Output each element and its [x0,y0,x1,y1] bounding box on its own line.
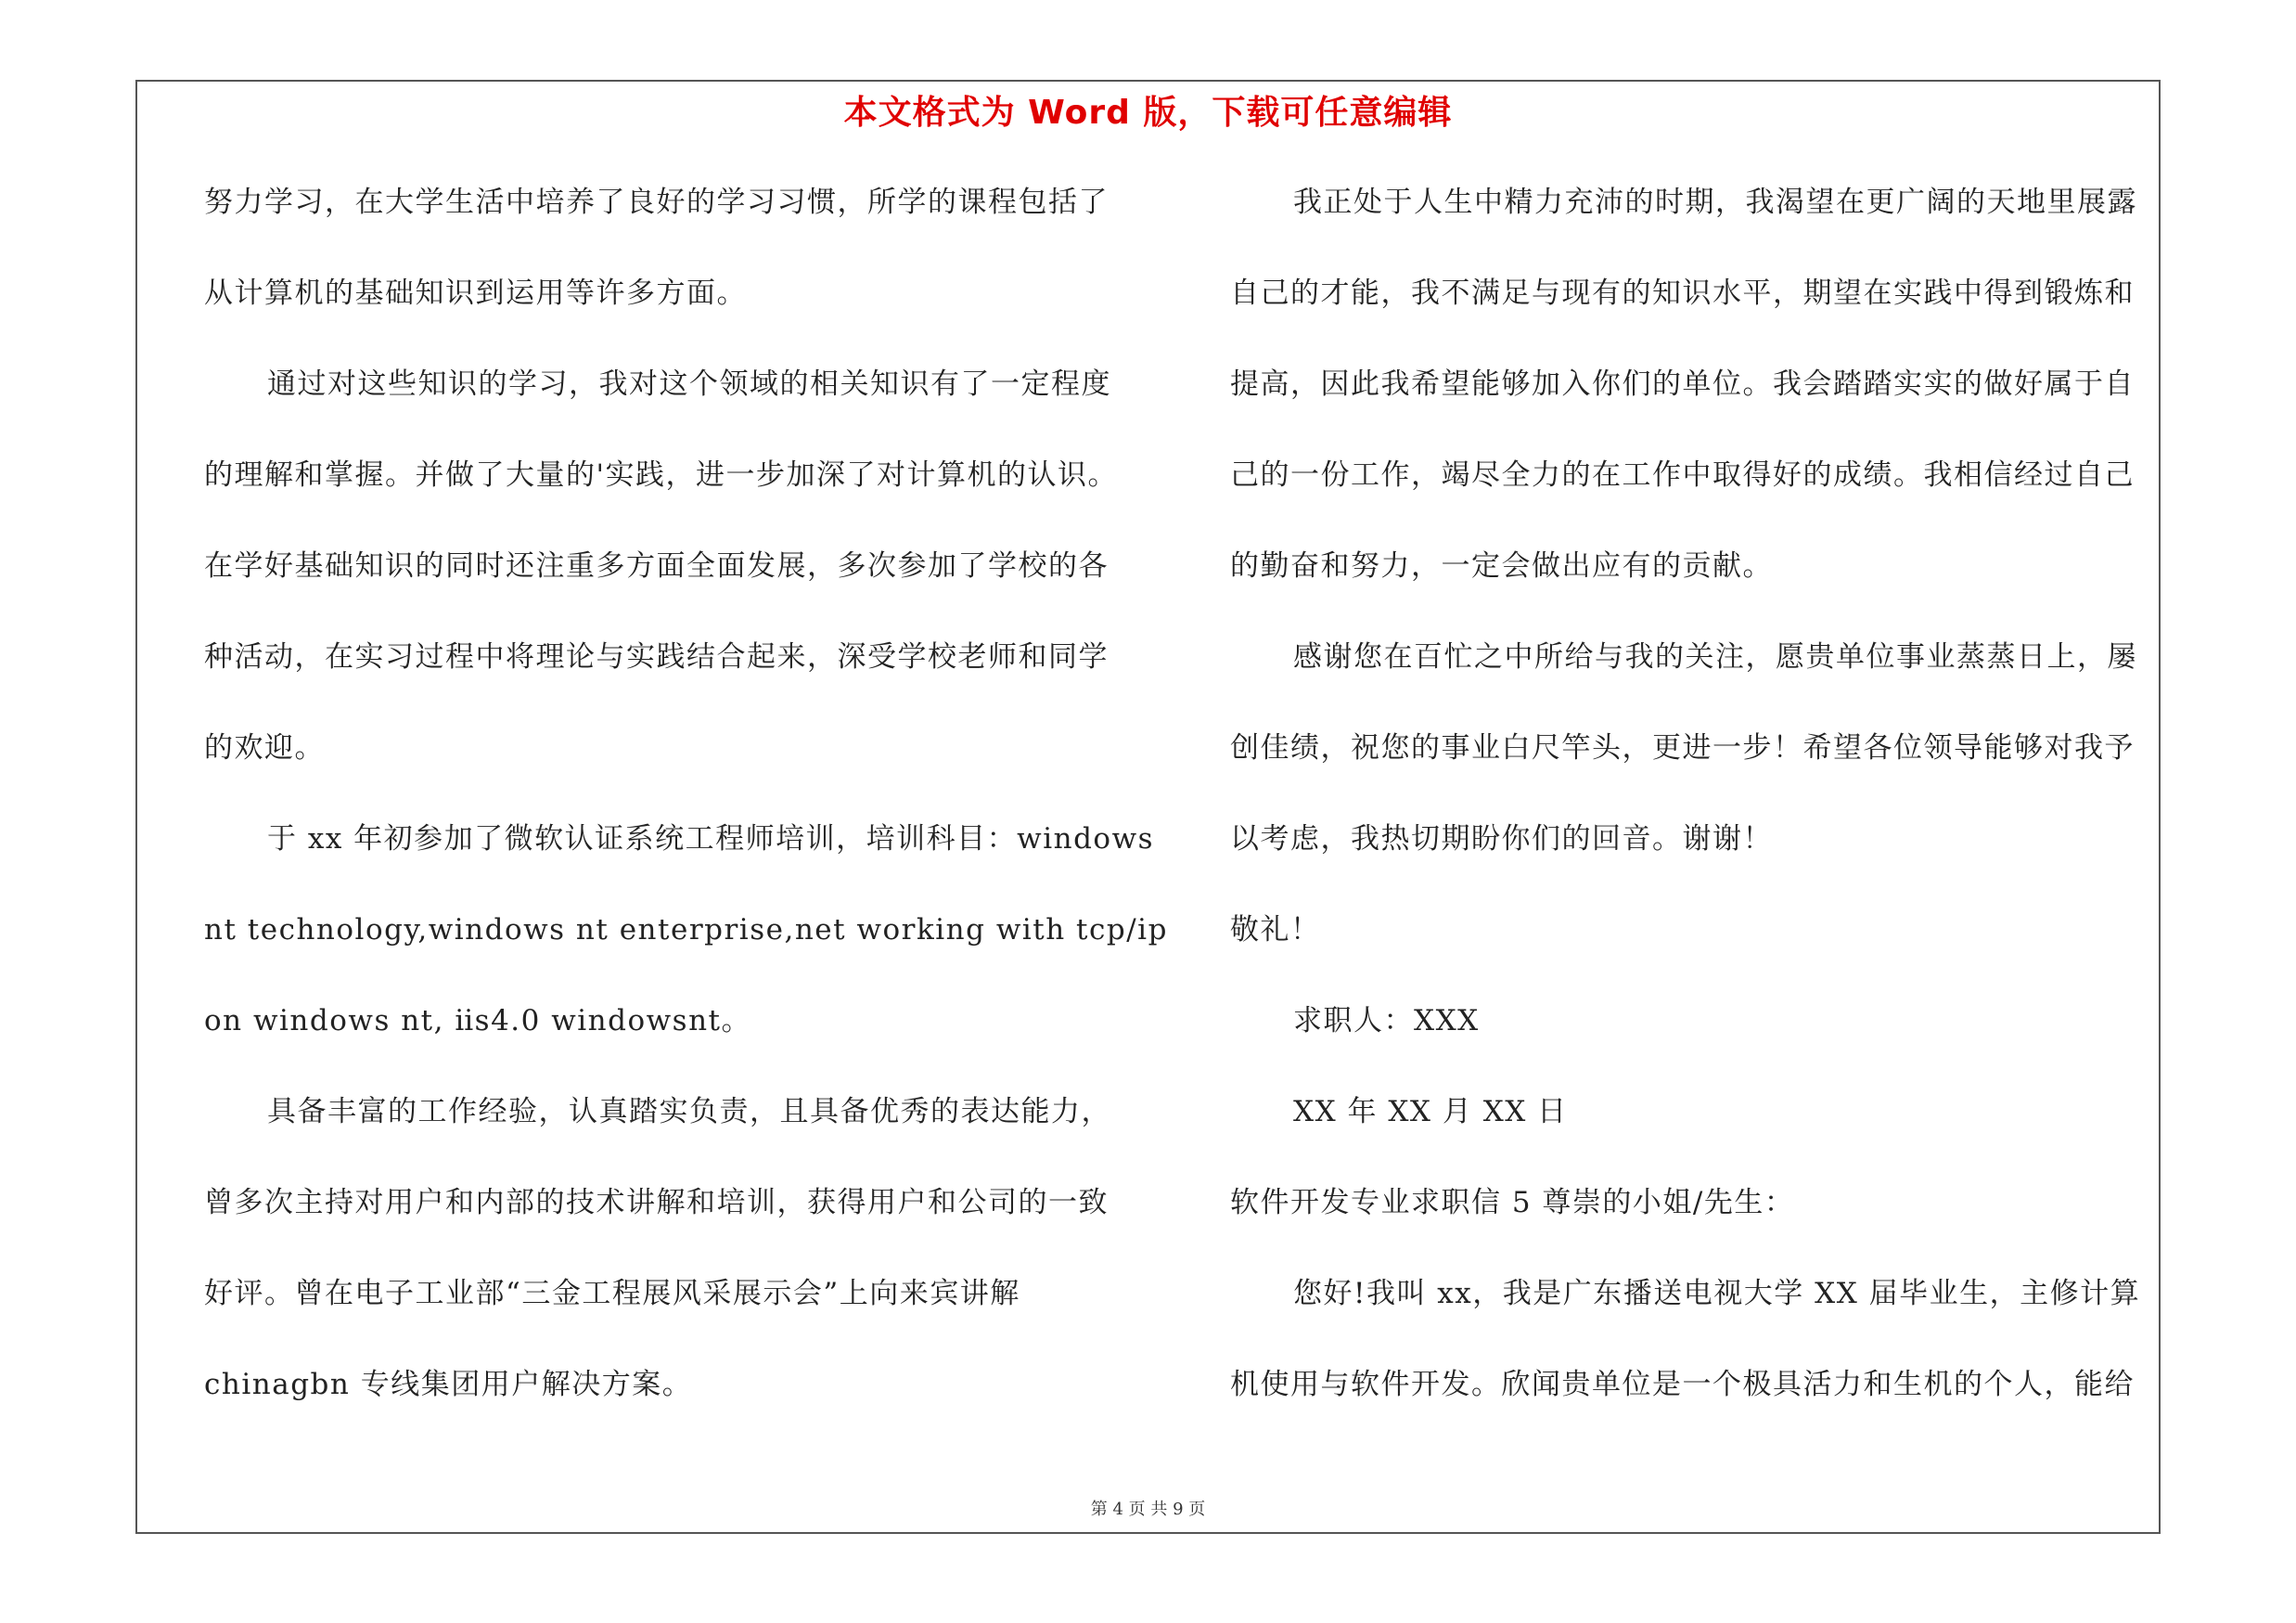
next-letter-heading: 软件开发专业求职信 5 尊崇的小姐/先生： [1230,1186,1795,1219]
text-line: 提高，因此我希望能够加入你们的单位。我会踏踏实实的做好属于自 [1230,367,2135,401]
text-line: 的勤奋和努力，一定会做出应有的贡献。 [1230,549,1773,583]
text-line: 于 xx 年初参加了微软认证系统工程师培训，培训科目：windows [267,822,1155,856]
text-line: 创佳绩，祝您的事业白尺竿头，更进一步！希望各位领导能够对我予 [1230,731,2135,765]
text-line: 曾多次主持对用户和内部的技术讲解和培训，获得用户和公司的一致 [204,1186,1109,1219]
text-line: 好评。曾在电子工业部“三金工程展风采展示会”上向来宾讲解 [204,1277,1020,1310]
text-line: 机使用与软件开发。欣闻贵单位是一个极具活力和生机的个人，能给 [1230,1368,2135,1401]
text-line: 通过对这些知识的学习，我对这个领域的相关知识有了一定程度 [267,367,1111,401]
applicant-signature: 求职人：XXX [1293,1004,1480,1037]
text-line: 在学好基础知识的同时还注重多方面全面发展，多次参加了学校的各 [204,549,1109,583]
word-format-notice: 本文格式为 Word 版，下载可任意编辑 [843,94,1453,132]
text-line: 感谢您在百忙之中所给与我的关注，愿贵单位事业蒸蒸日上，屡 [1293,640,2137,674]
page-number: 第 4 页 共 9 页 [1090,1500,1206,1519]
text-line: 我正处于人生中精力充沛的时期，我渴望在更广阔的天地里展露 [1293,186,2137,219]
text-line: nt technology,windows nt enterprise,net working with tcp/ip [204,913,1168,947]
letter-date: XX 年 XX 月 XX 日 [1293,1095,1568,1128]
text-line: 自己的才能，我不满足与现有的知识水平，期望在实践中得到锻炼和 [1230,277,2135,310]
text-line: 的欢迎。 [204,731,325,765]
text-line: 种活动，在实习过程中将理论与实践结合起来，深受学校老师和同学 [204,640,1109,674]
salutation-closing: 敬礼！ [1230,913,1321,947]
text-line: on windows nt, ⅱs4.0 windowsnt。 [204,1004,752,1037]
text-line: 努力学习，在大学生活中培养了良好的学习习惯，所学的课程包括了 [204,186,1109,219]
text-line: 己的一份工作，竭尽全力的在工作中取得好的成绩。我相信经过自己 [1230,458,2135,492]
text-line: 具备丰富的工作经验，认真踏实负责，且具备优秀的表达能力， [267,1095,1111,1128]
text-line: 的理解和掌握。并做了大量的'实践，进一步加深了对计算机的认识。 [204,458,1119,492]
text-line: chinagbn 专线集团用户解决方案。 [204,1368,693,1401]
text-line: 从计算机的基础知识到运用等许多方面。 [204,277,747,310]
text-line: 以考虑，我热切期盼你们的回音。谢谢！ [1230,822,1773,856]
text-line: 您好!我叫 xx，我是广东播送电视大学 XX 届毕业生，主修计算 [1293,1277,2141,1310]
